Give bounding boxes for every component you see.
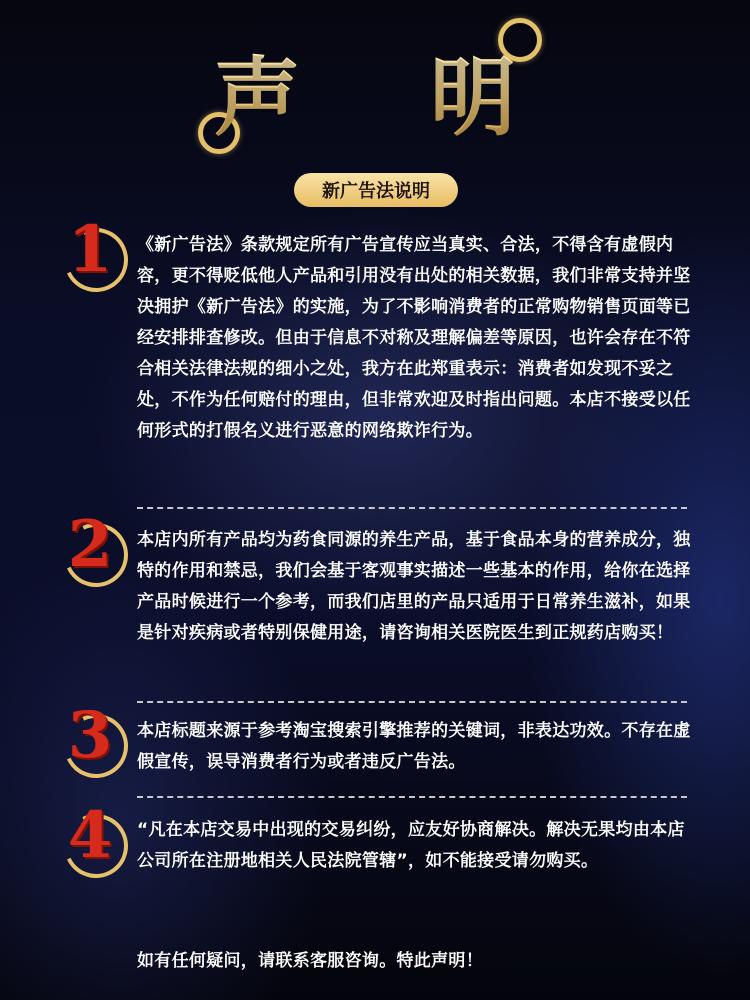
number-badge-4-icon bbox=[62, 798, 132, 878]
number-digit: 4 bbox=[67, 798, 113, 873]
footer-note: 如有任何疑问，请联系客服咨询。特此声明！ bbox=[137, 951, 483, 971]
statement-paragraph-3: 本店标题来源于参考淘宝搜索引擎推荐的关键词，非表达功效。不存在虚假宣传，误导消费者行为或者违反广告法。 bbox=[137, 721, 691, 772]
number-badge-1-icon bbox=[62, 212, 132, 292]
dashed-divider bbox=[137, 701, 687, 703]
number-digit: 2 bbox=[67, 507, 113, 582]
statement-paragraph-2: 本店内所有产品均为药食同源的养生产品，基于食品本身的营养成分，独特的作用和禁忌，我们会基于客观事实描述一些基本的作用，给你在选择产品时候进行一个参考，而我们店里的产品只适用于日常养生滋补，如果是针对疾病或者特别保健用途，请咨询相关医院医生到正规药店购买！ bbox=[137, 530, 691, 643]
number-badge-2-icon bbox=[62, 507, 132, 587]
statement-paragraph-4: “凡在本店交易中出现的交易纠纷，应友好协商解决。解决无果均由本店公司所在注册地相关人民法院管辖”，如不能接受请勿购买。 bbox=[137, 820, 685, 871]
number-badge-3-icon bbox=[62, 698, 132, 778]
dashed-divider bbox=[137, 507, 687, 509]
number-digit: 1 bbox=[67, 212, 113, 287]
dashed-divider bbox=[137, 796, 687, 798]
statement-paragraph-1: 《新广告法》条款规定所有广告宣传应当真实、合法，不得含有虚假内容，更不得贬低他人产品和引用没有出处的相关数据，我们非常支持并坚决拥护《新广告法》的实施，为了不影响消费者的正常购物销售页面等已经安排排查修改。但由于信息不对称及理解偏差等原因，也许会存在不符合相关法律法规的细小之处，我方在此郑重表示：消费者如发现不妥之处，不作为任何赔付的理由，但非常欢迎及时指出问题。本店不接受以任何形式的打假名义进行恶意的网络欺诈行为。 bbox=[137, 235, 691, 441]
page-title: 声 明 bbox=[0, 28, 750, 152]
number-digit: 3 bbox=[67, 698, 113, 773]
section-badge: 新广告法说明 bbox=[294, 173, 458, 207]
